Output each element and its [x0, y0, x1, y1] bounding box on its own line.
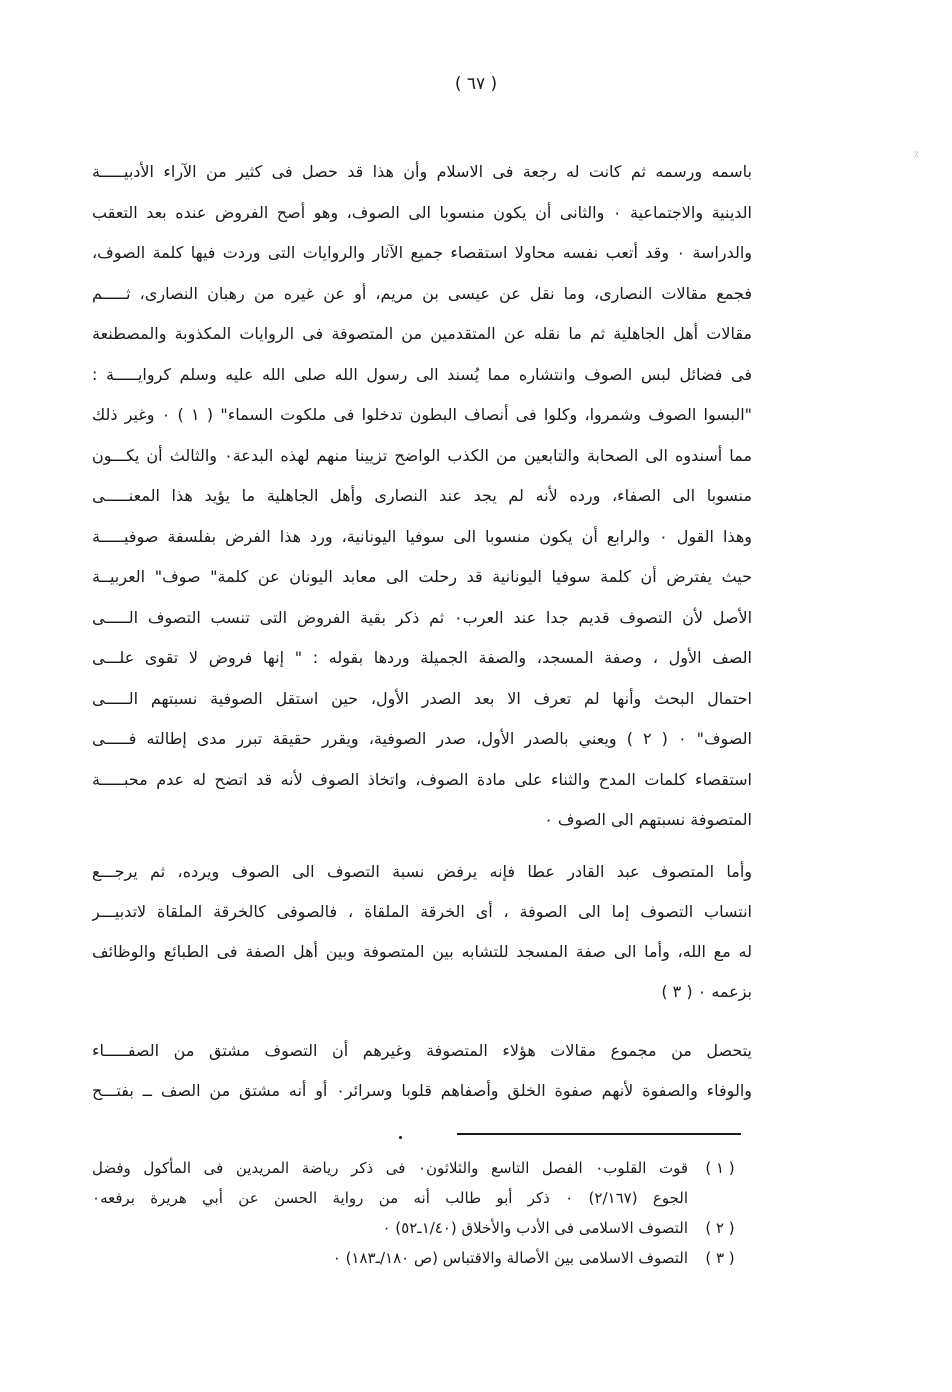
paragraph-2 [92, 852, 752, 1012]
footnote-2 [92, 1213, 752, 1243]
text-line: وأما المتصوف عبد القادر عطا فإنه يرفض نسبة التصوف الى الصوف ويرده، ثم يرجـــع [92, 862, 752, 881]
footnote-1-continued [92, 1183, 752, 1213]
text-line: المتصوفة نسبتهم الى الصوف ٠ [544, 810, 752, 829]
footnote-number-spacer [688, 1183, 752, 1213]
footnote-separator [457, 1133, 741, 1135]
text-line: "البسوا الصوف وشمروا، وكلوا فى أنصاف البطون تدخلوا فى ملكوت السماء" ( ١ ) ٠ وغير ذلك [92, 405, 752, 424]
text-line: الصف الأول ، وصفة المسجد، والصفة الجميلة وردها بقوله : " إنها فروض لا تقوى علـــى [92, 648, 752, 667]
footnote-number: ( ١ ) [705, 1159, 735, 1177]
text-line: فجمع مقالات النصارى، وما نقل عن عيسى بن مريم، أو عن غيره من رهبان النصارى، ثـــــم [92, 283, 752, 303]
page-number: ( ٦٧ ) [454, 74, 498, 94]
text-line: الصوف" ٠ ( ٢ ) ويعني بالصدر الأول، صدر الصوفية، ويقرر حقيقة تبرر مدى إطالته فـــــى [92, 729, 752, 748]
text-line: الأصل لأن التصوف قديم جدا عند العرب٠ ثم ذكر بقية الفروض التى تنسب التصوف الـــــى [92, 607, 752, 627]
text-line: له مع الله، وأما الى صفة المسجد للتشابه بين المتصوفة وبين أهل الصفة فى الطبائع والوظائف [92, 942, 752, 961]
text-line: انتساب التصوف إما الى الصوفة ، أى الخرقة الملقاة ، فالصوفى كالخرقة الملقاة لاتدبيـــر [92, 902, 752, 921]
margin-mark: ٪ [914, 150, 919, 160]
footnote-number: ( ٢ ) [705, 1219, 735, 1237]
paragraph-1 [92, 152, 752, 841]
footnote-text: قوت القلوب٠ الفصل التاسع والثلاثون٠ فى ذكر رياضة المريدين فى المأكول وفضل [92, 1159, 688, 1177]
footnote-text: التصوف الاسلامى بين الأصالة والاقتباس (ص ١٨٠/ـ١٨٣) ٠ [332, 1249, 688, 1267]
text-line: بزعمه ٠ ( ٣ ) [661, 982, 752, 1001]
text-line: مما أسندوه الى الصحابة والتابعين من الكذب الواضح تزيينا منهم لهذه البدعة٠ والثالث أن يكـــون [92, 445, 752, 465]
text-line: يتحصل من مجموع مقالات هؤلاء المتصوفة وغيرهم أن التصوف مشتق من الصفـــــاء [92, 1041, 752, 1060]
text-line: باسمه ورسمه ثم كانت له رجعة فى الاسلام وأن هذا قد حصل فى كثير من الآراء الأدبيـــــة [92, 162, 752, 181]
footnote-text: الجوع (٢/١٦٧) ٠ ذكر أبو طالب أنه من رواية الحسن عن أبي هريرة برفعه٠ [92, 1189, 688, 1207]
stray-dot [399, 1136, 402, 1139]
footnote-1 [92, 1153, 752, 1183]
text-line: والوفاء والصفوة لأنهم صفوة الخلق وأصفاهم قلوبا وسرائر٠ أو أنه مشتق من الصف ــ بفتـــح [92, 1081, 752, 1100]
text-line: فى فضائل لبس الصوف وانتشاره مما يُسند الى رسول الله صلى الله عليه وسلم كروايـــــة : [92, 364, 752, 384]
text-line: الدينية والاجتماعية ٠ والثانى أن يكون منسوبا الى الصوف، وهو أصح الفروض عنده بعد التعقب [92, 202, 752, 222]
text-line: احتمال البحث وأنها لم تعرف الا بعد الصدر الأول، حين استقل الصوفية نسبتهم الـــــى [92, 688, 752, 708]
text-line: منسوبا الى الصفاء، ورده لأنه لم يجد عند النصارى وأهل الجاهلية ما يؤيد هذا المعنـــــى [92, 486, 752, 505]
text-line: والدراسة ٠ وقد أتعب نفسه محاولا استقصاء جميع الآثار والروايات التى وردت فيها كلمة الصوف، [92, 243, 752, 262]
footnote-3 [92, 1243, 752, 1273]
text-line: وهذا القول ٠ والرابع أن يكون منسوبا الى سوفيا اليونانية، ورد هذا الفرض بفلسفة صوفيـــــة [92, 526, 752, 546]
footnote-text: التصوف الاسلامى فى الأدب والأخلاق (١/٤٠ـ٥٢) ٠ [382, 1219, 688, 1237]
footnote-number: ( ٣ ) [705, 1249, 735, 1267]
paragraph-3 [92, 1031, 752, 1111]
text-line: استقصاء كلمات المدح والثناء على مادة الصوف، واتخاذ الصوف لأنه قد اتضح له عدم محبـــــة [92, 769, 752, 789]
text-line: حيث يفترض أن كلمة سوفيا اليونانية قد رحلت الى معابد اليونان عن كلمة" صوف" العربيــة [92, 567, 752, 586]
footnotes [92, 1153, 752, 1273]
text-line: مقالات أهل الجاهلية ثم ما نقله عن المتقدمين من المتصوفة فى الروايات المكذوبة والمصطنعة [92, 324, 752, 343]
